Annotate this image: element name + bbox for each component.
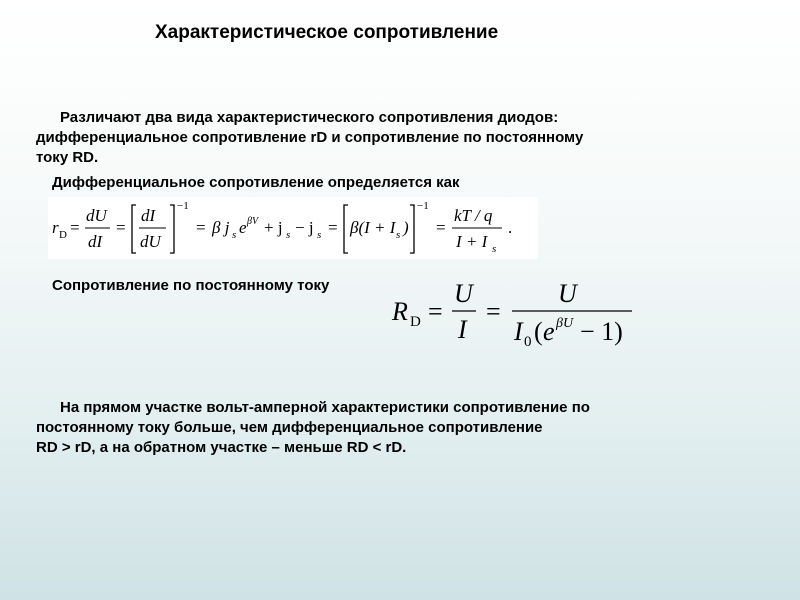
svg-text:s: s [317,229,322,241]
svg-text:.: . [508,218,513,237]
comparison-line-3: RD > rD, а на обратном участке – меньше RD < rD. [36,439,407,456]
svg-text:β(I + I: β(I + I [350,218,396,237]
svg-text:−1: −1 [177,200,189,212]
svg-text:e: e [543,317,555,346]
svg-text:kT / q: kT / q [454,206,493,225]
svg-text:βV: βV [247,216,259,227]
differential-definition-text: Дифференциальное сопротивление определяется как [52,174,460,191]
svg-text:D: D [410,314,421,330]
intro-line-3: току RD. [36,149,99,166]
svg-text:D: D [59,229,67,241]
svg-text:− 1): − 1) [580,317,623,346]
svg-text:=: = [428,297,443,326]
svg-text:U: U [454,279,473,308]
svg-text:R: R [392,297,408,326]
svg-text:I + I: I + I [456,232,488,251]
slide-title: Характеристическое сопротивление [155,22,499,43]
svg-text:s: s [286,229,291,241]
svg-text:=: = [436,218,446,237]
svg-text:U: U [558,279,577,308]
svg-text:=: = [196,218,206,237]
svg-text:dI: dI [88,232,103,251]
svg-text:s: s [396,229,401,241]
svg-text:=: = [328,218,338,237]
svg-text:+ j: + j [264,218,283,237]
svg-text:(: ( [534,317,543,346]
dc-resistance-formula [390,272,660,352]
intro-line-1: Различают два вида характеристического сопротивления диодов: [60,109,559,126]
svg-text:s: s [232,229,237,241]
svg-text:I: I [514,317,523,346]
intro-line-2: дифференциальное сопротивление rD и сопротивление по постоянному [36,129,584,146]
dc-resistance-label: Сопротивление по постоянному току [52,277,330,294]
svg-text:dU: dU [86,206,107,225]
svg-text:=: = [70,218,80,237]
svg-text:e: e [239,218,247,237]
svg-text:): ) [403,218,409,237]
svg-text:βU: βU [556,316,574,331]
comparison-line-2: постоянному току больше, чем дифференциальное сопротивление [36,419,543,436]
svg-text:dU: dU [140,232,161,251]
svg-text:β j: β j [212,218,230,237]
svg-text:=: = [116,218,126,237]
svg-text:I: I [458,315,467,344]
intro-paragraph [36,108,716,168]
svg-text:=: = [486,297,501,326]
svg-text:0: 0 [524,334,532,350]
svg-text:s: s [492,243,497,255]
differential-resistance-formula [48,197,538,259]
svg-text:dI: dI [141,206,156,225]
comparison-paragraph [36,398,736,458]
svg-text:− j: − j [295,218,314,237]
comparison-line-1: На прямом участке вольт-амперной характеристики сопротивление по [60,399,590,416]
svg-text:−1: −1 [417,200,429,212]
svg-text:r: r [52,218,59,237]
